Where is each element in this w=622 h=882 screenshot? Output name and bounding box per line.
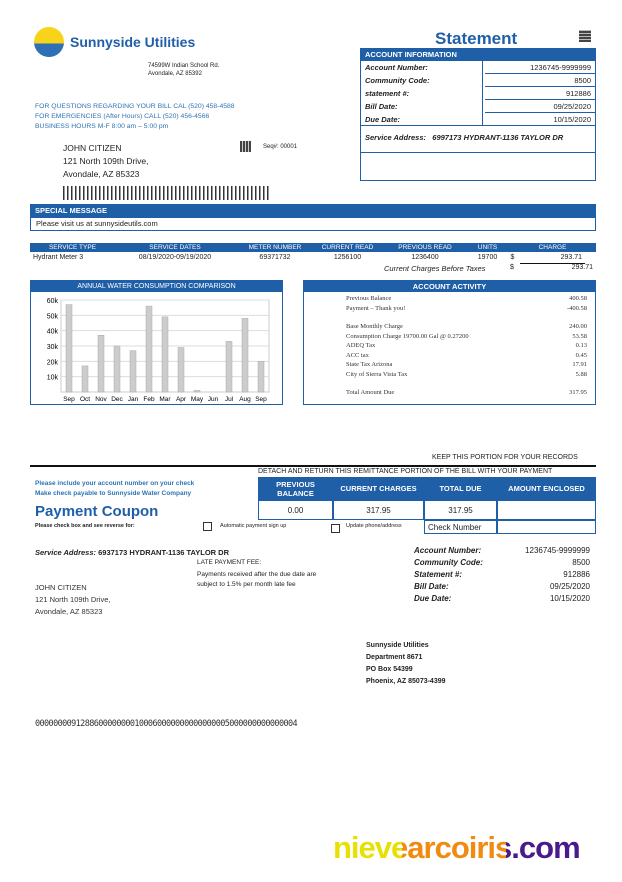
col-service-type: SERVICE TYPE bbox=[48, 244, 97, 251]
late-fee-text: Payments received after the due date are subject to 1.5% per month late fee bbox=[197, 571, 317, 588]
x-tick-label: Feb bbox=[143, 396, 155, 403]
qr-code-icon bbox=[240, 141, 251, 152]
service-address: 6937173 HYDRANT-1136 TAYLOR DR bbox=[98, 548, 229, 557]
check-note: Please include your account number on your check bbox=[35, 480, 195, 487]
activity-row bbox=[346, 361, 587, 371]
remit-line: Department 8671 bbox=[366, 654, 423, 661]
charge: 293.71 bbox=[520, 252, 585, 264]
x-tick-label: Dec bbox=[111, 396, 123, 403]
company-address-1: 74599W Indian School Rd. bbox=[148, 63, 220, 69]
account-information-box bbox=[360, 48, 596, 181]
previous-read: 1236400 bbox=[411, 254, 439, 261]
y-tick-label: 20k bbox=[46, 359, 58, 367]
total-due: 317.95 bbox=[424, 500, 497, 520]
x-tick-label: Nov bbox=[95, 396, 107, 403]
keep-portion-text: KEEP THIS PORTION FOR YOUR RECORDS bbox=[432, 454, 578, 461]
x-tick-label: Mar bbox=[159, 396, 171, 403]
activity-label: City of Sierra Vista Tax bbox=[346, 370, 408, 378]
activity-row bbox=[346, 305, 587, 315]
activity-amount: 0.13 bbox=[575, 342, 587, 349]
check-prompt: Please check box and see reverse for: bbox=[35, 523, 135, 529]
label: Account Number: bbox=[361, 61, 483, 74]
activity-row bbox=[346, 295, 587, 305]
bar-nov bbox=[98, 335, 104, 392]
account-number: 1236745-9999999 bbox=[485, 61, 595, 74]
activity-row bbox=[346, 371, 587, 381]
chart-title: ANNUAL WATER CONSUMPTION COMPARISON bbox=[31, 281, 282, 292]
activity-amount: 400.58 bbox=[569, 295, 587, 302]
label: Bill Date: bbox=[361, 100, 483, 113]
qr-code-icon bbox=[579, 30, 591, 42]
watermark: nievearcoiris.com bbox=[333, 830, 580, 865]
customer-address-2: Avondale, AZ 85323 bbox=[63, 169, 140, 179]
info-label: Due Date: bbox=[414, 594, 452, 603]
coupon-account-info bbox=[414, 546, 590, 606]
special-message-header: SPECIAL MESSAGE bbox=[30, 204, 596, 217]
x-tick-label: Aug bbox=[239, 396, 251, 403]
customer-address-1: 121 North 109th Drive, bbox=[63, 156, 149, 166]
label: Due Date: bbox=[361, 113, 483, 125]
account-info-header: ACCOUNT INFORMATION bbox=[361, 49, 595, 61]
bar-dec bbox=[114, 346, 120, 392]
check-number-label: Check Number bbox=[424, 520, 497, 534]
special-message-text: Please visit us at sunnysideutils.com bbox=[30, 217, 596, 231]
customer-address-1: 121 North 109th Drive, bbox=[35, 595, 111, 604]
col-charge: CHARGE bbox=[538, 244, 567, 251]
info-value: 912886 bbox=[563, 570, 590, 579]
activity-amount: 17.91 bbox=[572, 361, 587, 368]
check-note: Make check payable to Sunnyside Water Company bbox=[35, 490, 192, 497]
activity-label: Payment – Thank you! bbox=[346, 304, 406, 312]
amount-enclosed-input[interactable] bbox=[497, 500, 596, 520]
activity-row bbox=[346, 342, 587, 352]
info-value: 09/25/2020 bbox=[549, 582, 590, 591]
info-value: 8500 bbox=[572, 558, 590, 567]
col-current-charges: CURRENT CHARGES bbox=[333, 477, 424, 500]
activity-row bbox=[346, 333, 587, 343]
payment-coupon-title: Payment Coupon bbox=[35, 503, 159, 520]
activity-label: ADEQ Tax bbox=[346, 342, 376, 349]
remit-line: Phoenix, AZ 85073-4399 bbox=[366, 678, 446, 685]
info-row bbox=[414, 546, 590, 558]
bar-mar bbox=[162, 317, 168, 392]
service-address: 6997173 HYDRANT-1136 TAYLOR DR bbox=[432, 133, 564, 142]
company-address-2: Avondale, AZ 85392 bbox=[148, 71, 202, 77]
before-taxes-label: Current Charges Before Taxes bbox=[384, 264, 486, 273]
col-meter-number: METER NUMBER bbox=[248, 244, 302, 251]
currency: $ bbox=[510, 264, 514, 271]
auto-pay-label: Automatic payment sign up bbox=[220, 523, 287, 529]
col-service-dates: SERVICE DATES bbox=[149, 244, 201, 251]
col-amount-enclosed: AMOUNT ENCLOSED bbox=[497, 477, 596, 500]
seq-number: Seq#: 00001 bbox=[263, 144, 298, 150]
customer-name: JOHN CITIZEN bbox=[35, 583, 87, 592]
auto-pay-checkbox[interactable] bbox=[203, 522, 212, 531]
bar-jul bbox=[226, 341, 232, 392]
currency: $ bbox=[510, 254, 515, 261]
contact-line: BUSINESS HOURS M-F 8:00 am – 5:00 pm bbox=[35, 123, 169, 130]
service-header bbox=[30, 243, 596, 252]
service-row bbox=[30, 252, 596, 263]
label: statement #: bbox=[361, 87, 483, 100]
before-taxes-amount: 293.71 bbox=[571, 264, 593, 271]
customer-address-2: Avondale, AZ 85323 bbox=[35, 607, 103, 616]
detach-text: DETACH AND RETURN THIS REMITTANCE PORTION OF THE BILL WITH YOUR PAYMENT bbox=[258, 468, 553, 475]
activity-amount: 5.88 bbox=[575, 370, 587, 378]
micr-line: 0000000091288600000000100060000000000000005000000000000004 bbox=[35, 719, 298, 729]
info-label: Account Number: bbox=[414, 546, 482, 555]
postal-barcode bbox=[63, 186, 270, 200]
x-tick-label: Jun bbox=[207, 396, 219, 403]
remittance-table bbox=[258, 477, 596, 534]
customer-name: JOHN CITIZEN bbox=[63, 143, 122, 153]
contact-line: FOR QUESTIONS REGARDING YOUR BILL CAL (520) 458-4588 bbox=[35, 103, 235, 110]
info-row bbox=[414, 558, 590, 570]
info-value: 10/15/2020 bbox=[549, 594, 590, 603]
statement-title: Statement bbox=[435, 29, 518, 48]
community-code: 8500 bbox=[485, 74, 595, 87]
service-dates: 08/19/2020-09/19/2020 bbox=[138, 254, 212, 261]
statement-number: 912886 bbox=[485, 87, 595, 100]
x-tick-label: May bbox=[190, 396, 204, 403]
x-tick-label: Jul bbox=[224, 396, 234, 403]
service-address-label: Service Address: bbox=[35, 548, 97, 557]
info-row bbox=[414, 570, 590, 582]
col-previous-read: PREVIOUS READ bbox=[398, 244, 452, 251]
late-fee-title: LATE PAYMENT FEE: bbox=[197, 559, 262, 566]
bar-jan bbox=[130, 351, 136, 392]
units: 19700 bbox=[477, 254, 498, 261]
activity-row bbox=[346, 389, 587, 399]
info-row bbox=[414, 594, 590, 606]
check-number-input[interactable] bbox=[497, 520, 596, 534]
bar-may bbox=[194, 390, 200, 392]
bill-date: 09/25/2020 bbox=[485, 100, 595, 113]
activity-label: Total Amount Due bbox=[346, 389, 395, 396]
previous-balance: 0.00 bbox=[258, 500, 333, 520]
bar-sep bbox=[66, 305, 72, 392]
col-units: UNITS bbox=[477, 244, 498, 251]
y-tick-label: 30k bbox=[46, 344, 58, 351]
activity-amount: 0.45 bbox=[575, 351, 587, 359]
activity-amount: 53.58 bbox=[572, 332, 587, 340]
account-activity bbox=[303, 280, 596, 405]
x-tick-label: Oct bbox=[79, 396, 91, 403]
consumption-chart bbox=[30, 280, 283, 405]
info-row bbox=[414, 582, 590, 594]
info-label: Statement #: bbox=[414, 570, 463, 579]
info-label: Bill Date: bbox=[414, 582, 449, 591]
y-tick-label: 60k bbox=[46, 298, 58, 305]
activity-amount: -400.58 bbox=[566, 304, 587, 312]
meter-number: 69371732 bbox=[259, 254, 291, 261]
x-tick-label: Sep bbox=[255, 396, 267, 403]
contact-line: FOR EMERGENCIES (After Hours) CALL (520) 456-4566 bbox=[35, 113, 210, 120]
service-address-label: Service Address: bbox=[365, 133, 427, 142]
x-tick-label: Sep bbox=[63, 396, 75, 403]
x-tick-label: Apr bbox=[175, 396, 187, 403]
update-address-label: Update phone/address bbox=[346, 523, 402, 529]
due-date: 10/15/2020 bbox=[553, 114, 591, 124]
label: Community Code: bbox=[361, 74, 483, 87]
activity-label: Base Monthly Charge bbox=[346, 323, 403, 330]
x-tick-label: Jan bbox=[127, 396, 139, 403]
bar-apr bbox=[178, 348, 184, 392]
logo-icon bbox=[34, 27, 64, 57]
col-previous-balance: PREVIOUS BALANCE bbox=[258, 477, 333, 500]
chart-svg bbox=[31, 292, 281, 404]
y-tick-label: 40k bbox=[46, 328, 58, 336]
bar-feb bbox=[146, 306, 152, 392]
info-value: 1236745-9999999 bbox=[525, 546, 590, 555]
activity-row bbox=[346, 323, 587, 333]
activity-label: Consumption Charge 19700.00 Gal @ 0.27200 bbox=[346, 332, 469, 340]
bar-oct bbox=[82, 366, 88, 392]
y-tick-label: 50k bbox=[46, 313, 58, 321]
y-tick-label: 10k bbox=[46, 374, 58, 382]
remit-line: PO Box 54399 bbox=[366, 666, 413, 673]
service-type: Hydrant Meter 3 bbox=[33, 254, 84, 261]
activity-label: Previous Balance bbox=[346, 295, 392, 302]
bar-aug bbox=[242, 318, 248, 392]
activity-amount: 240.00 bbox=[569, 323, 587, 330]
info-label: Community Code: bbox=[414, 558, 483, 567]
detach-line bbox=[30, 465, 596, 467]
activity-amount: 317.95 bbox=[569, 389, 587, 396]
activity-label: State Tax Arizona bbox=[346, 361, 393, 368]
activity-title: ACCOUNT ACTIVITY bbox=[304, 281, 595, 292]
company-name: Sunnyside Utilities bbox=[70, 34, 196, 50]
remit-line: Sunnyside Utilities bbox=[366, 642, 429, 649]
activity-row bbox=[346, 352, 587, 362]
activity-label: ACC tax bbox=[346, 351, 369, 359]
current-read: 1256100 bbox=[333, 254, 362, 261]
current-charges: 317.95 bbox=[333, 500, 424, 520]
col-total-due: TOTAL DUE bbox=[424, 477, 497, 500]
col-current-read: CURRENT READ bbox=[321, 244, 374, 251]
bar-sep bbox=[258, 361, 264, 392]
